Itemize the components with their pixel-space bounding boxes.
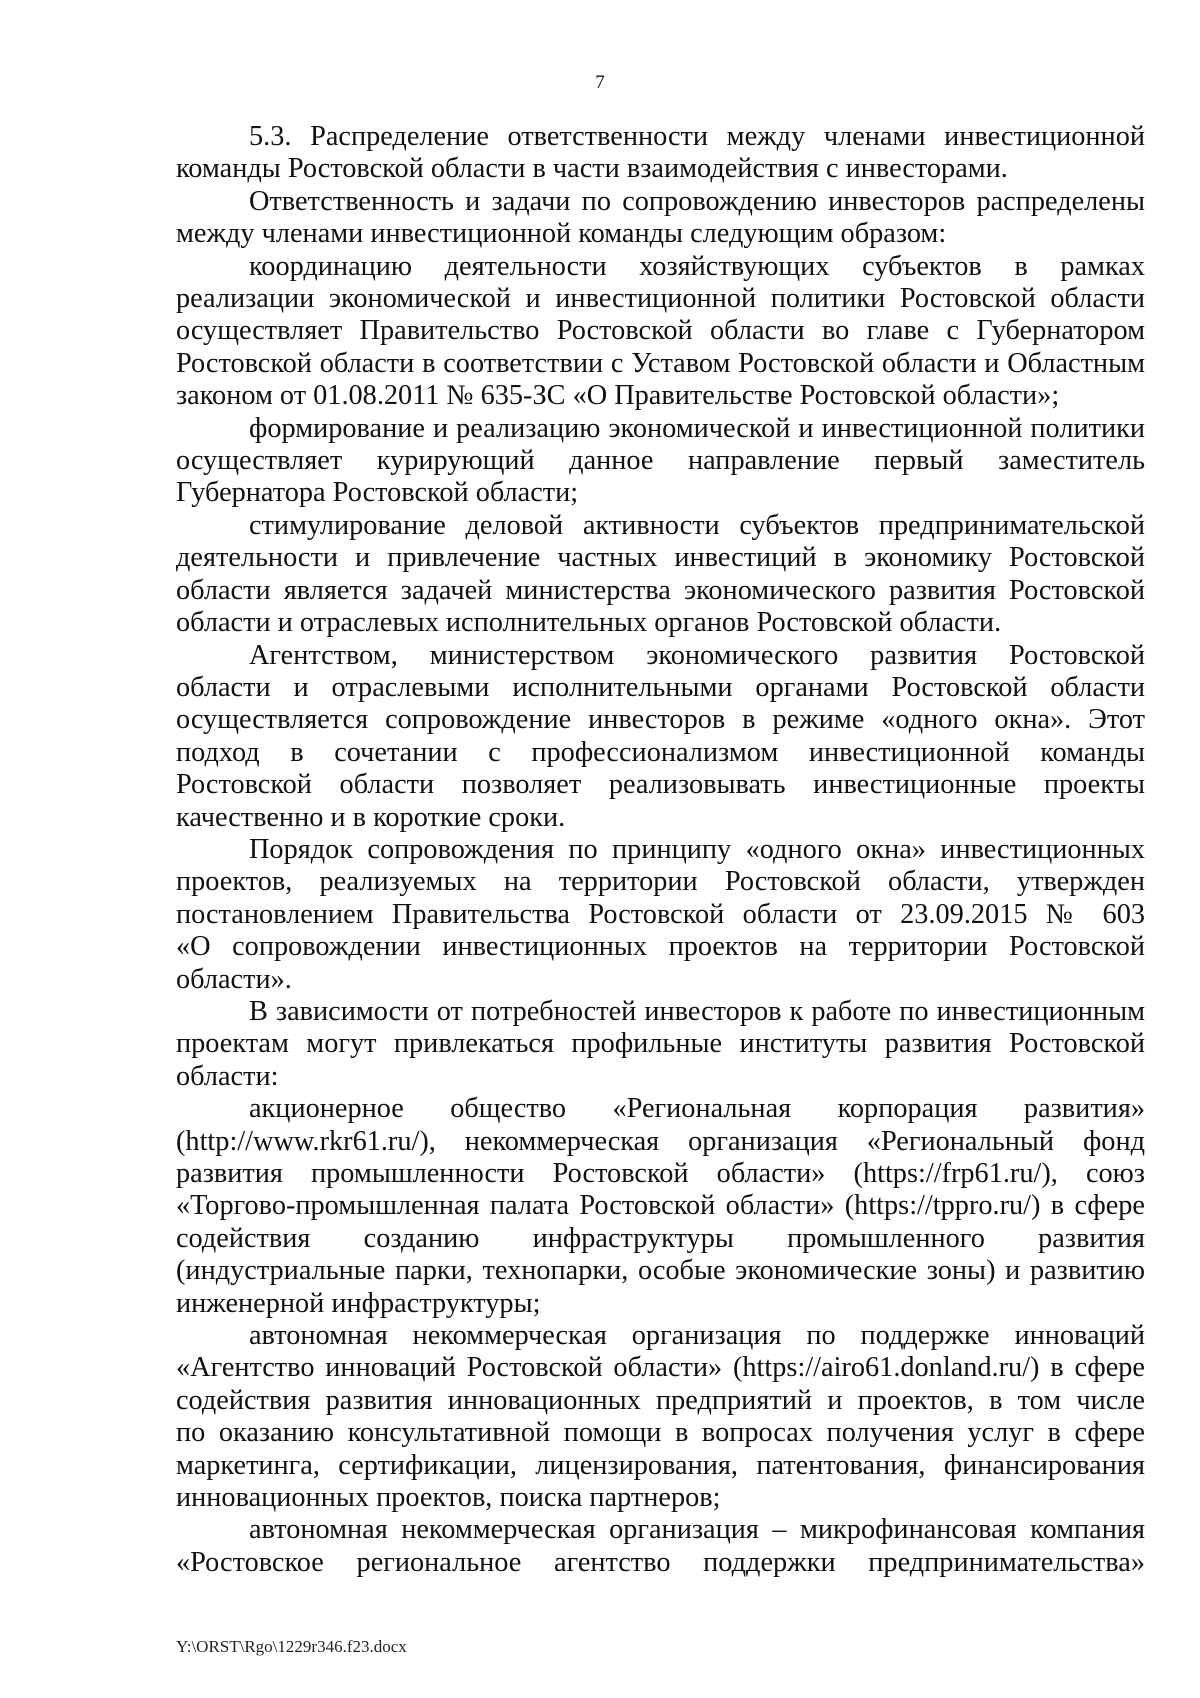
text-line: осуществляет курирующий данное направление первый заместитель	[176, 445, 1145, 477]
text-line: законом от 01.08.2011 № 635-ЗС «О Правительстве Ростовской области»;	[176, 380, 1060, 412]
paragraph	[176, 413, 1145, 510]
text-line: стимулирование деловой активности субъектов предпринимательской	[249, 509, 1145, 541]
text-line: качественно и в короткие сроки.	[176, 801, 566, 833]
text-line: проектам могут привлекаться профильные институты развития Ростовской	[176, 1028, 1145, 1060]
text-line: области:	[176, 1060, 279, 1092]
text-line: автономная некоммерческая организация по поддержке инноваций	[249, 1320, 1145, 1352]
text-line: Ростовской области в соответствии с Уставом Ростовской области и Областным	[176, 347, 1145, 379]
text-line: области и отраслевых исполнительных органов Ростовской области.	[176, 607, 1002, 639]
document-body	[176, 121, 1145, 1579]
text-line: 5.3. Распределение ответственности между членами инвестиционной	[249, 121, 1145, 152]
paragraph	[176, 834, 1145, 996]
paragraph	[176, 1093, 1145, 1320]
text-line: области и отраслевыми исполнительными органами Ростовской области	[176, 671, 1145, 703]
paragraph	[176, 121, 1145, 186]
paragraph	[176, 186, 1145, 251]
text-line: В зависимости от потребностей инвесторов к работе по инвестиционным	[249, 995, 1145, 1027]
text-line: проектов, реализуемых на территории Ростовской области, утвержден	[176, 866, 1145, 898]
text-line: постановлением Правительства Ростовской области от 23.09.2015 № 603	[176, 898, 1145, 930]
text-line: акционерное общество «Региональная корпорация развития»	[249, 1093, 1145, 1125]
text-line: реализации экономической и инвестиционной политики Ростовской области	[176, 283, 1145, 315]
text-line: между членами инвестиционной команды следующим образом:	[176, 218, 947, 250]
text-line: развития промышленности Ростовской области» (https://frp61.ru/), союз	[176, 1158, 1145, 1189]
text-line: координацию деятельности хозяйствующих субъектов в рамках	[249, 250, 1145, 282]
text-line: «Агентство инноваций Ростовской области» (https://airo61.donland.ru/) в сфере	[176, 1352, 1145, 1384]
file-path-footer: Y:\ORST\Rgo\1229r346.f23.docx	[176, 1637, 407, 1656]
text-line: инженерной инфраструктуры;	[176, 1287, 541, 1319]
text-line: Агентством, министерством экономического развития Ростовской	[249, 639, 1145, 671]
text-line: «Ростовское региональное агентство поддержки предпринимательства»	[176, 1546, 1145, 1578]
text-line: Порядок сопровождения по принципу «одного окна» инвестиционных	[249, 833, 1145, 865]
text-line: Ответственность и задачи по сопровождению инвесторов распределены	[249, 185, 1145, 217]
page-number: 7	[595, 72, 605, 93]
paragraph	[176, 251, 1145, 413]
text-line: содействия созданию инфраструктуры промышленного развития	[176, 1222, 1145, 1254]
text-line: формирование и реализацию экономической и инвестиционной политики	[249, 412, 1145, 444]
text-line: подход в сочетании с профессионализмом инвестиционной команды	[176, 736, 1145, 768]
text-line: по оказанию консультативной помощи в вопросах получения услуг в сфере	[176, 1417, 1145, 1449]
text-line: осуществляется сопровождение инвесторов в режиме «одного окна». Этот	[176, 704, 1145, 736]
text-line: области».	[176, 963, 292, 995]
text-line: Ростовской области позволяет реализовывать инвестиционные проекты	[176, 769, 1145, 801]
text-line: команды Ростовской области в части взаимодействия с инвесторами.	[176, 153, 1008, 185]
paragraph	[176, 510, 1145, 640]
text-line: осуществляет Правительство Ростовской области во главе с Губернатором	[176, 315, 1145, 347]
text-line: маркетинга, сертификации, лицензирования, патентования, финансирования	[176, 1449, 1145, 1481]
text-line: деятельности и привлечение частных инвестиций в экономику Ростовской	[176, 542, 1145, 574]
text-line: содействия развития инновационных предприятий и проектов, в том числе	[176, 1384, 1145, 1416]
text-line: инновационных проектов, поиска партнеров;	[176, 1482, 721, 1514]
paragraph	[176, 996, 1145, 1093]
text-line: (индустриальные парки, технопарки, особые экономические зоны) и развитию	[176, 1255, 1145, 1287]
text-line: «Торгово-промышленная палата Ростовской области» (https://tppro.ru/) в сфере	[176, 1190, 1145, 1222]
paragraph	[176, 1514, 1145, 1579]
paragraph	[176, 640, 1145, 834]
text-line: «О сопровождении инвестиционных проектов на территории Ростовской	[176, 931, 1145, 963]
text-line: области является задачей министерства экономического развития Ростовской	[176, 574, 1145, 606]
text-line: (http://www.rkr61.ru/), некоммерческая организация «Региональный фонд	[176, 1125, 1145, 1157]
paragraph	[176, 1320, 1145, 1514]
text-line: автономная некоммерческая организация – микрофинансовая компания	[249, 1514, 1145, 1546]
text-line: Губернатора Ростовской области;	[176, 477, 579, 509]
